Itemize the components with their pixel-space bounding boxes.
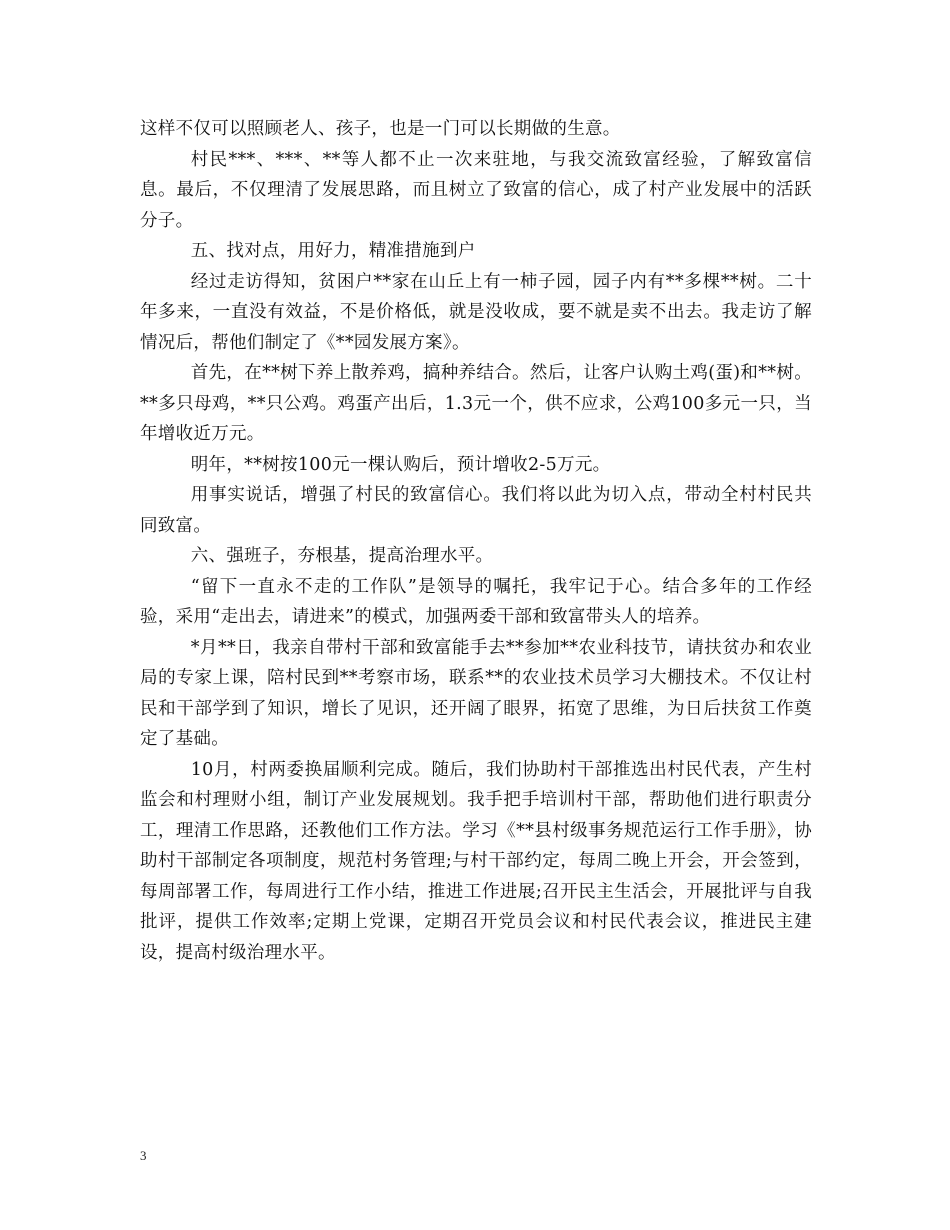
section-heading: 五、找对点，用好力，精准措施到户 [190,241,476,261]
paragraph: 用事实说话，增强了村民的致富信心。我们将以此为切入点，带动全村村民共同致富。 [140,485,812,536]
paragraph: 明年，**树按100元一棵认购后，预计增收2-5万元。 [190,454,611,475]
page-number: 3 [140,1148,147,1163]
paragraph: “留下一直永不走的工作队”是领导的嘱托，我牢记于心。结合多年的工作经验，采用“走出去，请进来”的模式，加强两委干部和致富带头人的培养。 [140,576,812,627]
paragraph: 10月，村两委换届顺利完成。随后，我们协助村干部推选出村民代表，产生村监会和村理财小组，制订产业发展规划。我手把手培训村干部，帮助他们进行职责分工，理清工作思路，还教他们工作方法。学习《**县村级事务规范运行工作手册》，协助村干部制定各项制度，规范村务管理;与村干部约定，每周二晚上开会，开会签到，每周部署工作，每周进行工作小结，推进工作进展;召开民主生活会，开展批评与自我批评，提供工作效率;定期上党课，定期召开党员会议和村民代表会议，推进民主建设，提高村级治理水平。 [140,759,812,963]
paragraph: 经过走访得知，贫困户**家在山丘上有一柿子园，园子内有**多棵**树。二十年多来，一直没有效益，不是价格低，就是没收成，要不就是卖不出去。我走访了解情况后，帮他们制定了《**园发展方案》。 [140,271,812,353]
paragraph: 村民***、***、**等人都不止一次来驻地，与我交流致富经验，了解致富信息。最后，不仅理清了发展思路，而且树立了致富的信心，成了村产业发展中的活跃分子。 [140,149,812,231]
section-heading: 六、强班子，夯根基，提高治理水平。 [190,546,494,566]
document-body [140,114,812,968]
paragraph: *月**日，我亲自带村干部和致富能手去**参加**农业科技节，请扶贫办和农业局的专家上课，陪村民到**考察市场，联系**的农业技术员学习大棚技术。不仅让村民和干部学到了知识，增长了见识，还开阔了眼界，拓宽了思维，为日后扶贫工作奠定了基础。 [140,637,812,749]
paragraph: 首先，在**树下养上散养鸡，搞种养结合。然后，让客户认购土鸡(蛋)和**树。**多只母鸡，**只公鸡。鸡蛋产出后，1.3元一个，供不应求，公鸡100多元一只，当年增收近万元。 [140,363,812,444]
paragraph: 这样不仅可以照顾老人、孩子，也是一门可以长期做的生意。 [140,119,621,139]
